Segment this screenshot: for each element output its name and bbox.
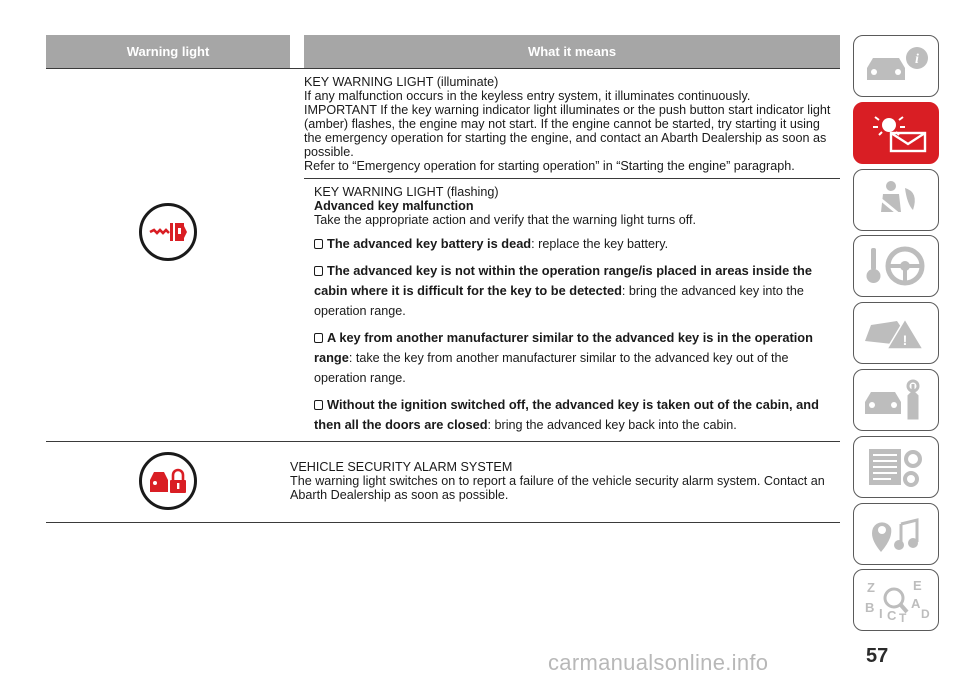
- vehicle-security-alarm-icon: [139, 452, 197, 510]
- description-cell: [290, 442, 840, 522]
- starting-driving-icon[interactable]: [853, 235, 939, 297]
- description-cell: [290, 69, 840, 441]
- svg-text:!: !: [902, 332, 908, 349]
- svg-text:Z: Z: [867, 580, 875, 596]
- multimedia-icon[interactable]: [853, 503, 939, 565]
- svg-text:I: I: [879, 606, 883, 622]
- page-number: 57: [866, 645, 889, 667]
- list-item-bold: Without the ignition switched off, the advanced key is taken out of the cabin, and then all the doors are closed: [314, 397, 819, 432]
- security-alarm-title: VEHICLE SECURITY ALARM SYSTEM: [290, 460, 513, 474]
- svg-text:A: A: [911, 596, 921, 612]
- key-warning-icon: [139, 203, 197, 261]
- key-flashing-title: KEY WARNING LIGHT (flashing): [314, 185, 499, 199]
- warning-lights-table: [46, 35, 840, 523]
- header-what-it-means: What it means: [304, 35, 840, 68]
- key-illuminate-reference: Refer to “Emergency operation for starting operation” in “Starting the engine” paragraph.: [304, 159, 795, 173]
- list-item-text: : take the key from another manufacturer similar to the advanced key out of the operation range.: [314, 351, 789, 385]
- key-illuminate-text: If any malfunction occurs in the keyless entry system, it illuminates continuously.: [304, 89, 751, 103]
- svg-text:i: i: [915, 52, 919, 67]
- svg-text:D: D: [921, 607, 930, 622]
- table-row: [46, 68, 840, 442]
- checkbox-bullet-icon: [314, 266, 323, 276]
- checkbox-bullet-icon: [314, 239, 323, 249]
- servicing-care-icon[interactable]: [853, 369, 939, 431]
- svg-text:B: B: [865, 600, 875, 616]
- list-item: [314, 395, 840, 435]
- checkbox-bullet-icon: [314, 333, 323, 343]
- header-warning-light: Warning light: [46, 35, 290, 68]
- watermark: carmanualsonline.info: [548, 650, 769, 675]
- technical-data-icon[interactable]: [853, 436, 939, 498]
- key-illuminate-block: [304, 69, 840, 179]
- key-flashing-block: [304, 179, 840, 441]
- list-item: [314, 328, 840, 388]
- list-item-text: : bring the advanced key back into the cabin.: [487, 418, 737, 432]
- list-item-bold: The advanced key is not within the operation range/is placed in areas inside the cabin where it is difficult for the key to be detected: [314, 263, 812, 298]
- in-an-emergency-icon[interactable]: [853, 302, 939, 364]
- key-flashing-subtitle: Advanced key malfunction: [314, 199, 474, 213]
- safety-icon[interactable]: [853, 169, 939, 231]
- svg-text:T: T: [899, 611, 907, 623]
- security-alarm-text: The warning light switches on to report a failure of the vehicle security alarm system. Contact an Abarth Dealership as soon as possible.: [290, 474, 825, 502]
- list-item-bold: A key from another manufacturer similar to the advanced key is in the operation range: [314, 330, 813, 365]
- knowing-your-car-icon[interactable]: [853, 35, 939, 97]
- key-illuminate-title: KEY WARNING LIGHT (illuminate): [304, 75, 499, 89]
- warning-lights-messages-icon[interactable]: [853, 102, 939, 164]
- svg-text:E: E: [913, 578, 922, 594]
- warning-light-cell: [46, 442, 290, 522]
- chapter-tabs: [853, 35, 939, 636]
- index-icon[interactable]: [853, 569, 939, 631]
- table-row: [46, 442, 840, 523]
- list-item-bold: The advanced key battery is dead: [327, 236, 532, 251]
- key-illuminate-important: IMPORTANT If the key warning indicator light illuminates or the push button start indicator light (amber) flashes, the engine may not start. If the engine cannot be started, try starting it using the emergency operation for starting the engine, and contact an Abarth Dealership as soon as possible.: [304, 103, 831, 159]
- list-item: [314, 234, 840, 254]
- key-flashing-intro: Take the appropriate action and verify that the warning light turns off.: [314, 213, 697, 227]
- warning-light-cell: [46, 69, 290, 441]
- list-item-text: : bring the advanced key into the operation range.: [314, 284, 804, 318]
- list-item: [314, 261, 840, 321]
- table-header: [46, 35, 840, 68]
- checkbox-bullet-icon: [314, 400, 323, 410]
- svg-text:C: C: [887, 608, 897, 623]
- list-item-text: : replace the key battery.: [531, 237, 669, 251]
